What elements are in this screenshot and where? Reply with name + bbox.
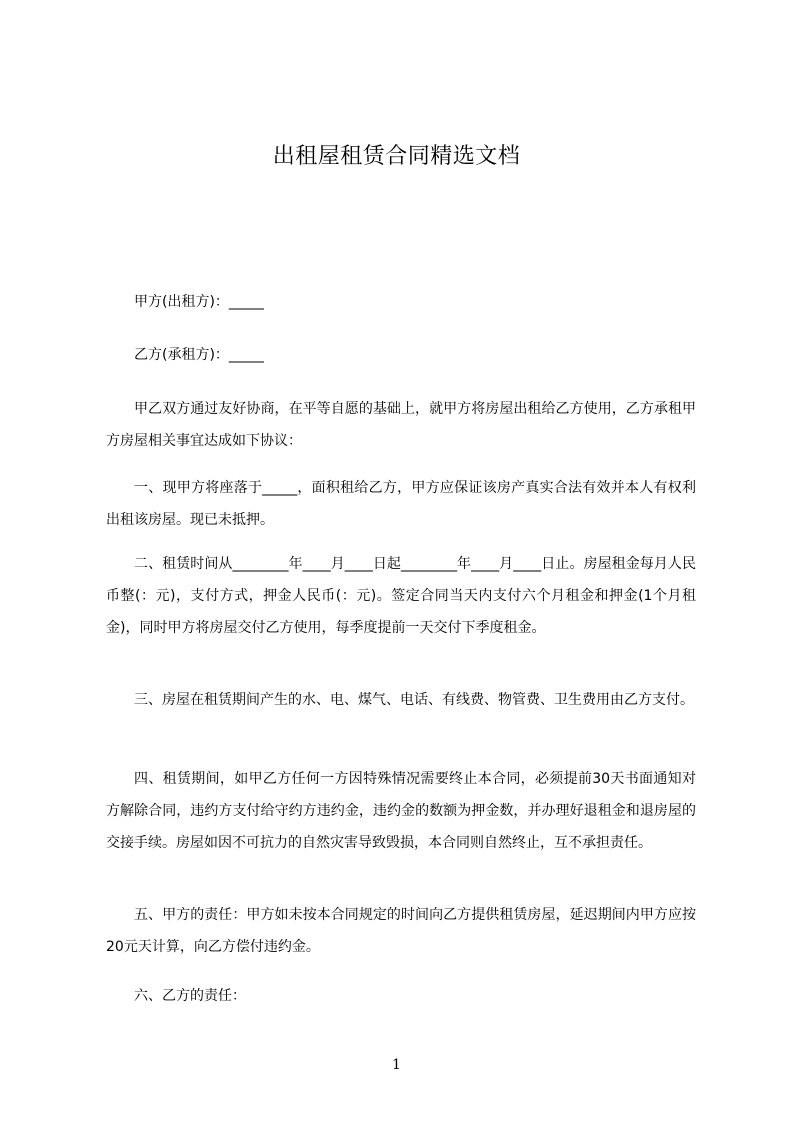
clause-4: 四、租赁期间，如甲乙方任何一方因特殊情况需要终止本合同，必须提前30天书面通知对方解除合同，违约方支付给守约方违约金，违约金的数额为押金数，并办理好退租金和退房屋的交接手续。房屋如因不可抗力的自然灾害导致毁损，本合同则自然终止，互不承担责任。 [106, 771, 696, 851]
clause-1: 一、现甲方将座落于_____，面积租给乙方，甲方应保证该房产真实合法有效并本人有权利出租该房屋。现已未抵押。 [106, 480, 696, 528]
party-a-line: 甲方(出租方)：_____ [134, 294, 264, 310]
clause-2: 二、租赁时间从________年____月____日起________年____月____日止。房屋租金每月人民币整(：元)，支付方式，押金人民币(：元)。签定合同当天内支付六个月租金和押金(1个月租金)，同时甲方将房屋交付乙方使用，每季度提前一天交付下季度租金。 [106, 556, 696, 636]
clause-3: 三、房屋在租赁期间产生的水、电、煤气、电话、有线费、物管费、卫生费用由乙方支付。 [134, 692, 694, 708]
intro-paragraph: 甲乙双方通过友好协商，在平等自愿的基础上，就甲方将房屋出租给乙方使用，乙方承租甲方房屋相关事宜达成如下协议： [106, 401, 696, 449]
page-number: 1 [392, 1057, 401, 1073]
party-b-line: 乙方(承租方)：_____ [134, 347, 264, 363]
document-title: 出租屋租赁合同精选文档 [272, 144, 521, 169]
clause-6: 六、乙方的责任： [134, 988, 246, 1004]
clause-5: 五、甲方的责任：甲方如未按本合同规定的时间向乙方提供租赁房屋，延迟期间内甲方应按20元天计算，向乙方偿付违约金。 [106, 907, 696, 955]
